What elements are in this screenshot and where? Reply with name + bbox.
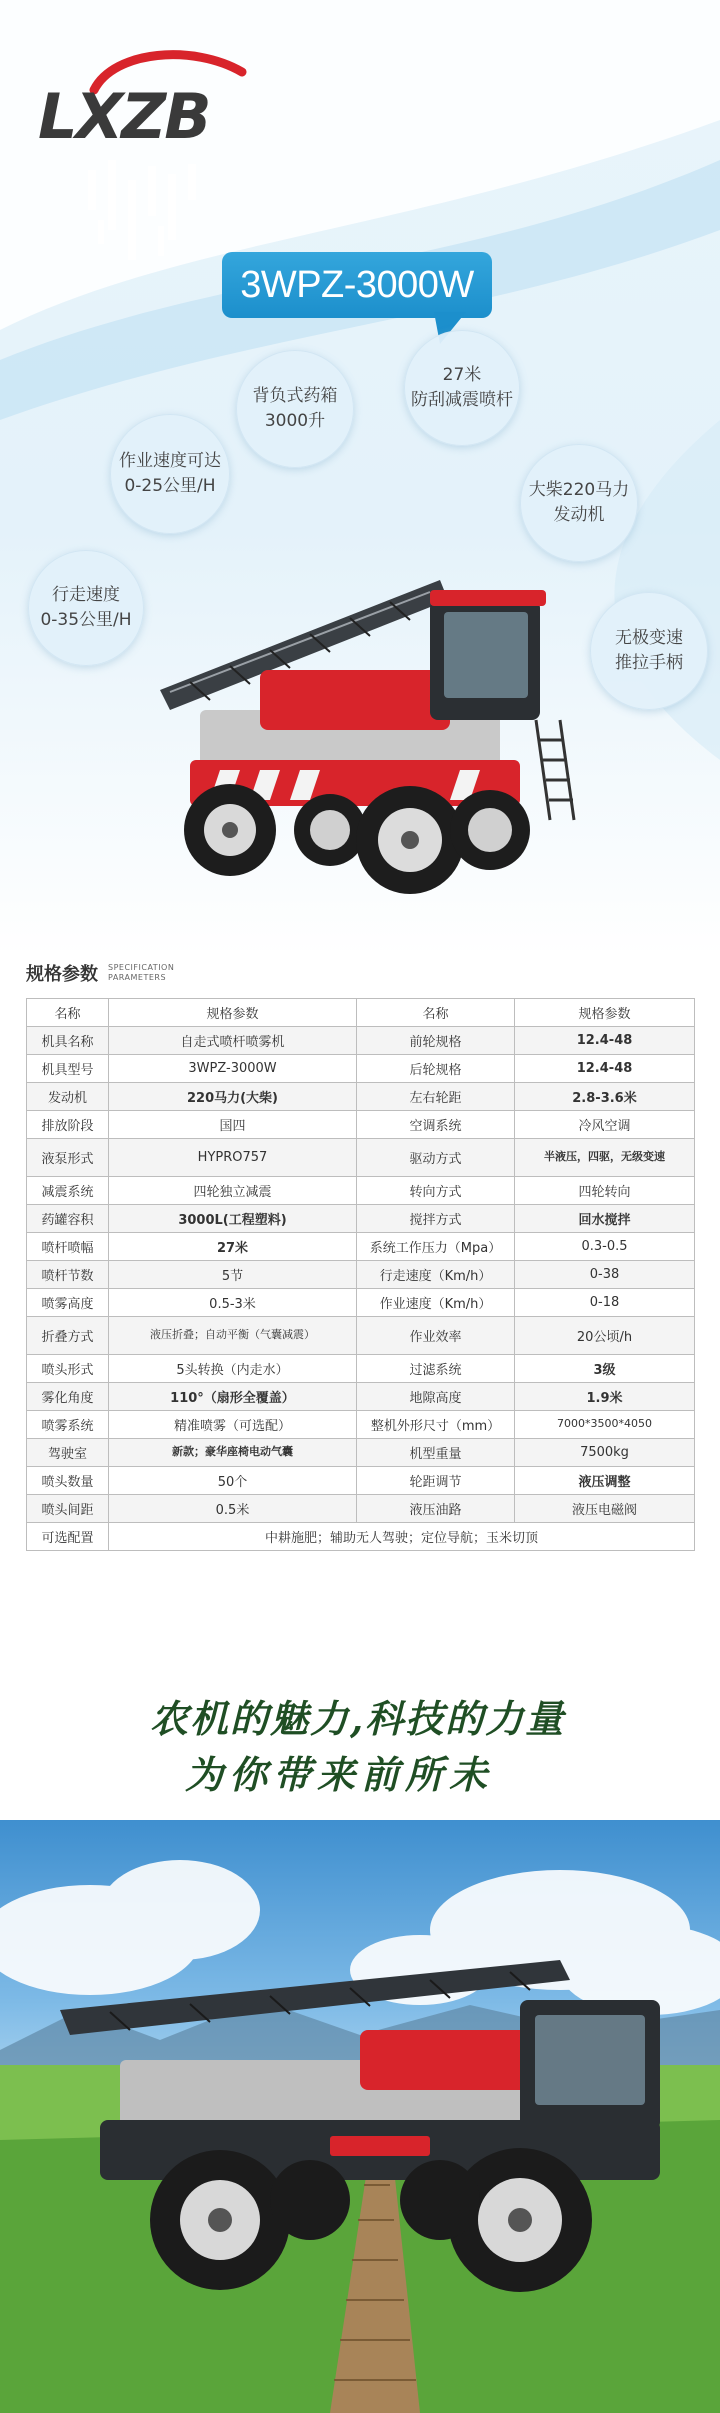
table-cell: 0-38: [515, 1261, 695, 1289]
table-cell: 排放阶段: [27, 1111, 109, 1139]
table-cell: 折叠方式: [27, 1317, 109, 1355]
table-cell: 作业效率: [357, 1317, 515, 1355]
table-cell: 喷头数量: [27, 1467, 109, 1495]
table-cell: 液压调整: [515, 1467, 695, 1495]
table-row: [27, 1205, 695, 1233]
table-cell: 50个: [109, 1467, 357, 1495]
table-cell: 7000*3500*4050: [515, 1411, 695, 1439]
table-cell: 12.4-48: [515, 1055, 695, 1083]
field-scene-image: [0, 1820, 720, 2413]
table-cell: 转向方式: [357, 1177, 515, 1205]
feature-work-speed: 作业速度可达 0-25公里/H: [110, 414, 230, 534]
table-row: [27, 1439, 695, 1467]
table-cell: 12.4-48: [515, 1027, 695, 1055]
table-header-cell: 名称: [357, 999, 515, 1027]
table-cell: 驾驶室: [27, 1439, 109, 1467]
table-row: [27, 1055, 695, 1083]
table-cell: 雾化角度: [27, 1383, 109, 1411]
table-cell: 喷雾系统: [27, 1411, 109, 1439]
table-row: [27, 1383, 695, 1411]
table-cell: 四轮转向: [515, 1177, 695, 1205]
table-header-cell: 名称: [27, 999, 109, 1027]
table-cell: 喷头形式: [27, 1355, 109, 1383]
table-cell: 机具名称: [27, 1027, 109, 1055]
table-cell: 驱动方式: [357, 1139, 515, 1177]
table-cell: 喷雾高度: [27, 1289, 109, 1317]
table-cell: 液压油路: [357, 1495, 515, 1523]
table-header-cell: 规格参数: [109, 999, 357, 1027]
table-row: [27, 1467, 695, 1495]
table-cell: 左右轮距: [357, 1083, 515, 1111]
brand-logo: [38, 40, 228, 240]
table-cell: 7500kg: [515, 1439, 695, 1467]
feature-tank: 背负式药箱 3000升: [236, 350, 354, 468]
table-cell: 行走速度（Km/h）: [357, 1261, 515, 1289]
table-header-cell: 规格参数: [515, 999, 695, 1027]
table-cell: 半液压，四驱，无级变速: [515, 1139, 695, 1177]
table-cell: 整机外形尺寸（mm）: [357, 1411, 515, 1439]
table-cell: 轮距调节: [357, 1467, 515, 1495]
table-cell: 机具型号: [27, 1055, 109, 1083]
feature-transmission: 无极变速 推拉手柄: [590, 592, 708, 710]
model-title-badge: 3WPZ-3000W: [222, 252, 492, 318]
table-cell: 5头转换（内走水）: [109, 1355, 357, 1383]
table-cell: 发动机: [27, 1083, 109, 1111]
table-cell: 可选配置: [27, 1523, 109, 1551]
table-cell: 冷风空调: [515, 1111, 695, 1139]
sprayer-machine-image: [130, 560, 600, 900]
field-illustration: [0, 1820, 720, 2413]
slogan-line-1: 农机的魅力,科技的力量: [150, 1696, 566, 1741]
table-cell: 减震系统: [27, 1177, 109, 1205]
table-cell: 5节: [109, 1261, 357, 1289]
hero-section: [0, 0, 720, 960]
table-row: [27, 1355, 695, 1383]
table-cell: 过滤系统: [357, 1355, 515, 1383]
table-cell: 220马力(大柴): [109, 1083, 357, 1111]
spec-section: [0, 950, 720, 1590]
table-cell: 喷杆节数: [27, 1261, 109, 1289]
table-header-row: [27, 999, 695, 1027]
table-row: [27, 1139, 695, 1177]
spec-title: 规格参数: [26, 964, 98, 985]
spec-table: [26, 998, 695, 1551]
table-row: [27, 1083, 695, 1111]
table-cell: 0.3-0.5: [515, 1233, 695, 1261]
logo-bars-icon: [74, 160, 224, 270]
table-cell: 液压电磁阀: [515, 1495, 695, 1523]
table-cell: 地隙高度: [357, 1383, 515, 1411]
table-cell: 前轮规格: [357, 1027, 515, 1055]
table-cell: 20公顷/h: [515, 1317, 695, 1355]
table-row: [27, 1289, 695, 1317]
table-cell: 0.5米: [109, 1495, 357, 1523]
table-row: [27, 1317, 695, 1355]
table-cell: 1.9米: [515, 1383, 695, 1411]
table-cell: 药罐容积: [27, 1205, 109, 1233]
table-cell: 3级: [515, 1355, 695, 1383]
table-row: [27, 1261, 695, 1289]
table-cell: 0.5-3米: [109, 1289, 357, 1317]
feature-travel-speed: 行走速度 0-35公里/H: [28, 550, 144, 666]
table-row-optional: [27, 1523, 695, 1551]
spec-title-en: SPECIFICATION PARAMETERS: [108, 963, 175, 982]
table-cell: 液泵形式: [27, 1139, 109, 1177]
table-cell: 110°（扇形全覆盖）: [109, 1383, 357, 1411]
table-cell: 搅拌方式: [357, 1205, 515, 1233]
table-row: [27, 1411, 695, 1439]
table-cell: 中耕施肥；辅助无人驾驶；定位导航；玉米切顶: [109, 1523, 695, 1551]
table-cell: 喷头间距: [27, 1495, 109, 1523]
table-cell: 空调系统: [357, 1111, 515, 1139]
table-row: [27, 1027, 695, 1055]
logo-text: LXZB: [38, 80, 210, 153]
table-cell: 机型重量: [357, 1439, 515, 1467]
slogan-section: [0, 1590, 720, 1820]
table-cell: 3000L(工程塑料): [109, 1205, 357, 1233]
table-row: [27, 1233, 695, 1261]
table-cell: 0-18: [515, 1289, 695, 1317]
feature-boom: 27米 防刮减震喷杆: [404, 330, 520, 446]
table-cell: 系统工作压力（Mpa）: [357, 1233, 515, 1261]
table-cell: 喷杆喷幅: [27, 1233, 109, 1261]
table-cell: 精准喷雾（可选配）: [109, 1411, 357, 1439]
table-cell: 27米: [109, 1233, 357, 1261]
table-cell: HYPRO757: [109, 1139, 357, 1177]
table-row: [27, 1111, 695, 1139]
table-cell: 后轮规格: [357, 1055, 515, 1083]
table-cell: 液压折叠；自动平衡（气囊减震）: [109, 1317, 357, 1355]
table-cell: 作业速度（Km/h）: [357, 1289, 515, 1317]
spec-heading: [26, 960, 174, 986]
table-cell: 自走式喷杆喷雾机: [109, 1027, 357, 1055]
table-cell: 国四: [109, 1111, 357, 1139]
table-row: [27, 1495, 695, 1523]
table-cell: 2.8-3.6米: [515, 1083, 695, 1111]
table-row: [27, 1177, 695, 1205]
feature-engine: 大柴220马力 发动机: [520, 444, 638, 562]
table-cell: 回水搅拌: [515, 1205, 695, 1233]
table-cell: 新款；豪华座椅电动气囊: [109, 1439, 357, 1467]
slogan-line-2: 为你带来前所未: [185, 1752, 494, 1797]
table-cell: 3WPZ-3000W: [109, 1055, 357, 1083]
table-cell: 四轮独立减震: [109, 1177, 357, 1205]
